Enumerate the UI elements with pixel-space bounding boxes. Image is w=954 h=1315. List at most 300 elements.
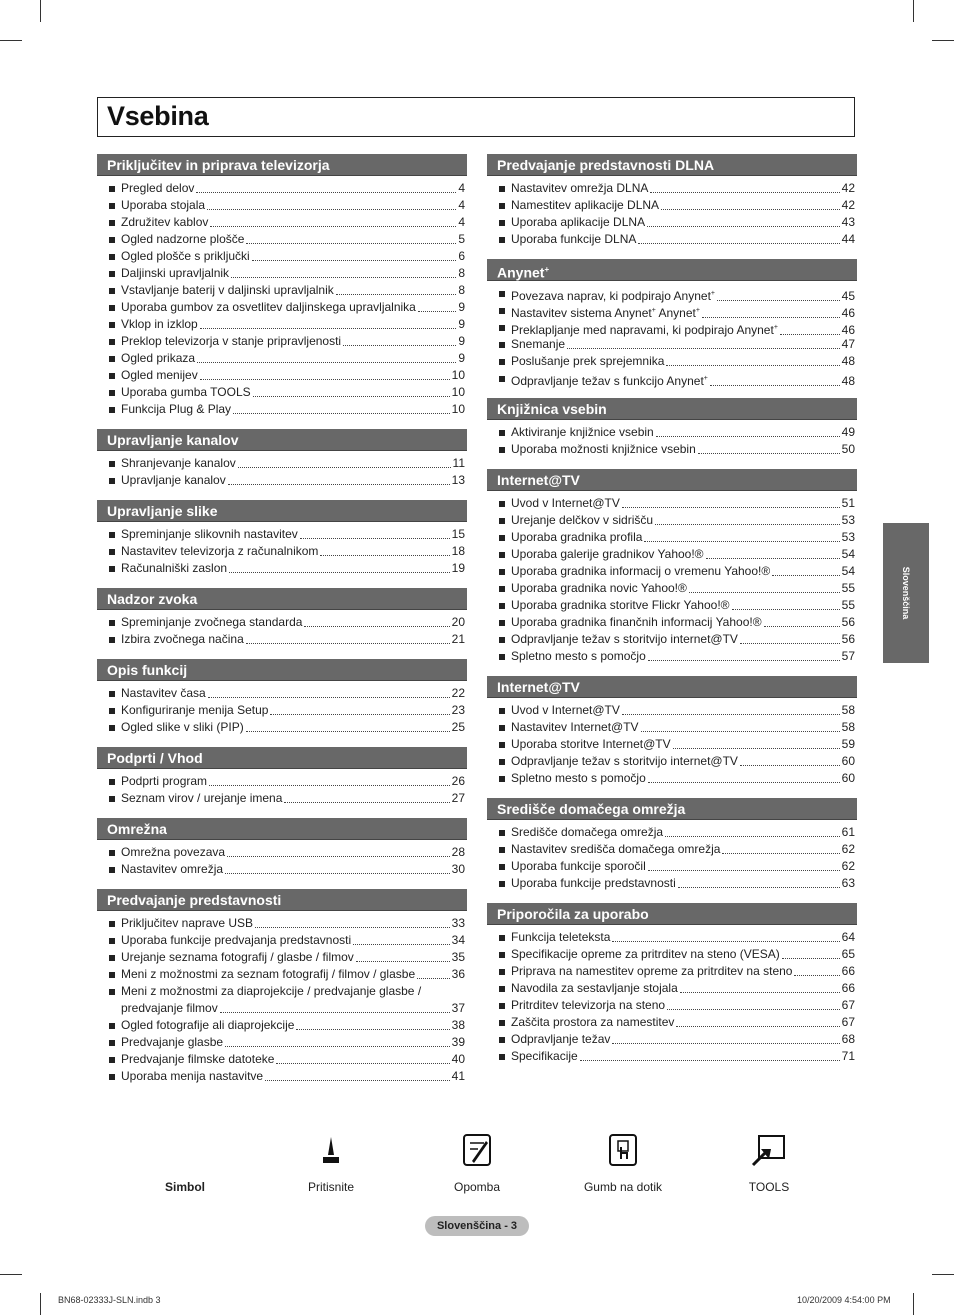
- page-number: 9: [458, 317, 465, 331]
- page-number: 5: [458, 232, 465, 246]
- toc-entry: [97, 773, 467, 790]
- toc-section: [97, 500, 467, 577]
- entry-title: Konfiguriranje menija Setup: [121, 703, 269, 717]
- page-number: 56: [841, 615, 855, 629]
- entry-title: Nastavitev omrežja: [121, 862, 224, 876]
- entry-title: Namestitev aplikacije DLNA: [511, 198, 660, 212]
- page-number: 45: [841, 289, 855, 303]
- toc-entry: [487, 980, 857, 997]
- dot-leader: [567, 348, 840, 349]
- page-number: 48: [841, 354, 855, 368]
- toc-entry: [487, 563, 857, 580]
- entry-title: Ogled prikaza: [121, 351, 196, 365]
- symbol-legend-title: [115, 1130, 255, 1194]
- entry-title: Zaščita prostora za namestitev: [511, 1015, 675, 1029]
- entry-title: Aktiviranje knjižnice vsebin: [511, 425, 654, 439]
- toc-entry: [97, 384, 467, 401]
- dot-leader: [417, 978, 450, 979]
- toc-entry: [97, 180, 467, 197]
- toc-entry: [487, 875, 857, 892]
- page-number: 53: [841, 513, 855, 527]
- page-number: 50: [841, 442, 855, 456]
- toc-entry: [487, 353, 857, 370]
- toc-entry: [487, 858, 857, 875]
- note-icon: [462, 1133, 492, 1167]
- toc-entry: [97, 455, 467, 472]
- dot-leader: [231, 277, 456, 278]
- section-heading: Predvajanje predstavnosti: [97, 889, 467, 911]
- symbol-touch-button: [553, 1130, 693, 1194]
- toc-entry: [487, 512, 857, 529]
- page-number: 57: [841, 649, 855, 663]
- entry-title: Izbira zvočnega načina: [121, 632, 244, 646]
- toc-entry: [97, 949, 467, 966]
- page-number: 21: [451, 632, 465, 646]
- section-heading: Anynet+: [487, 259, 857, 281]
- entry-title: Urejanje delčkov v sidrišču: [511, 513, 654, 527]
- toc-entry: [487, 702, 857, 719]
- toc-entry: [487, 214, 857, 231]
- dot-leader: [343, 345, 456, 346]
- dot-leader: [622, 714, 840, 715]
- toc-entry: [97, 844, 467, 861]
- toc-section: [487, 398, 857, 458]
- entry-title: Daljinski upravljalnik: [121, 266, 230, 280]
- entry-title: Uporaba galerije gradnikov Yahoo!®: [511, 547, 704, 561]
- dot-leader: [680, 992, 840, 993]
- dot-leader: [698, 453, 840, 454]
- toc-entry: [97, 214, 467, 231]
- dot-leader: [265, 1080, 450, 1081]
- dot-leader: [246, 643, 450, 644]
- page-number: 58: [841, 720, 855, 734]
- entry-title: Uporaba menija nastavitve: [121, 1069, 264, 1083]
- entry-title: Uporaba gumba TOOLS: [121, 385, 251, 399]
- page-number: 43: [841, 215, 855, 229]
- page-number: 37: [451, 1001, 465, 1015]
- entry-title: Uporaba gradnika storitve Flickr Yahoo!®: [511, 598, 730, 612]
- toc-entry: [97, 631, 467, 648]
- dot-leader: [320, 555, 449, 556]
- entry-title: Preklop televizorja v stanje pripravljenosti: [121, 334, 342, 348]
- entry-title: Ogled menijev: [121, 368, 198, 382]
- entry-title: Meni z možnostmi za diaprojekcije / predvajanje glasbe /: [121, 984, 422, 998]
- entry-title: Uporaba gradnika novic Yahoo!®: [511, 581, 687, 595]
- dot-leader: [196, 192, 456, 193]
- toc-entry: [487, 180, 857, 197]
- entry-title: Uporaba možnosti knjižnice vsebin: [511, 442, 696, 456]
- page-number: 49: [841, 425, 855, 439]
- page-number: 60: [841, 771, 855, 785]
- dot-leader: [656, 436, 840, 437]
- section-heading: Podprti / Vhod: [97, 747, 467, 769]
- footer-timestamp: 10/20/2009 4:54:00 PM: [797, 1295, 891, 1305]
- entry-title: Uporaba gradnika finančnih informacij Yahoo!®: [511, 615, 762, 629]
- page-number: 40: [451, 1052, 465, 1066]
- entry-title: Nastavitev omrežja DLNA: [511, 181, 649, 195]
- entry-title: Ogled fotografije ali diaprojekcije: [121, 1018, 295, 1032]
- dot-leader: [255, 927, 450, 928]
- page-number: 6: [458, 249, 465, 263]
- entry-title: Urejanje seznama fotografij / glasbe / filmov: [121, 950, 354, 964]
- page-number: 22: [451, 686, 465, 700]
- entry-title: Pritrditev televizorja na steno: [511, 998, 666, 1012]
- page-number: 9: [458, 351, 465, 365]
- entry-title: Navodila za sestavljanje stojala: [511, 981, 678, 995]
- toc-entry: [97, 915, 467, 932]
- crop-mark: [932, 40, 954, 41]
- toc-entry: [487, 963, 857, 980]
- page-number: 27: [451, 791, 465, 805]
- symbol-label: Gumb na dotik: [583, 1180, 663, 1194]
- dot-leader: [296, 1029, 449, 1030]
- toc-entry: [487, 648, 857, 665]
- toc-entry: [487, 841, 857, 858]
- dot-leader: [208, 697, 450, 698]
- page-number: 62: [841, 859, 855, 873]
- dot-leader: [665, 836, 840, 837]
- dot-leader: [644, 541, 839, 542]
- dot-leader: [650, 192, 839, 193]
- page-number: 28: [451, 845, 465, 859]
- symbol-note: [407, 1130, 547, 1194]
- toc-entry: [487, 529, 857, 546]
- entry-title: Odpravljanje težav s storitvijo internet@TV: [511, 632, 738, 646]
- entry-title: Pregled delov: [121, 181, 195, 195]
- toc-entry: [487, 441, 857, 458]
- page-number: 46: [841, 323, 855, 337]
- toc-entry: [97, 367, 467, 384]
- dot-leader: [740, 643, 840, 644]
- dot-leader: [794, 975, 839, 976]
- toc-entry: [97, 861, 467, 878]
- entry-title: Spletno mesto s pomočjo: [511, 771, 646, 785]
- dot-leader: [622, 507, 840, 508]
- toc-entry: [97, 983, 467, 1017]
- page-number: 47: [841, 337, 855, 351]
- toc-entry: [97, 333, 467, 350]
- crop-mark: [40, 0, 41, 22]
- entry-title: Združitev kablov: [121, 215, 209, 229]
- entry-title: Uporaba gradnika informacij o vremenu Yahoo!®: [511, 564, 771, 578]
- toc-entry: [97, 790, 467, 807]
- toc-entry: [487, 546, 857, 563]
- entry-title: Uporaba funkcije predvajanja predstavnosti: [121, 933, 352, 947]
- symbol-label: Simbol: [164, 1180, 205, 1194]
- entry-title: Spreminjanje slikovnih nastavitev: [121, 527, 298, 541]
- toc-entry: [487, 285, 857, 302]
- page-number: 67: [841, 1015, 855, 1029]
- page-number: 42: [841, 198, 855, 212]
- entry-title: Predvajanje filmske datoteke: [121, 1052, 275, 1066]
- dot-leader: [772, 575, 839, 576]
- section-heading: Priključitev in priprava televizorja: [97, 154, 467, 176]
- entry-title: Ogled nadzorne plošče: [121, 232, 245, 246]
- symbol-label: Pritisnite: [307, 1180, 354, 1194]
- page-number: 36: [451, 967, 465, 981]
- toc-section: [97, 747, 467, 807]
- toc-entry: [487, 753, 857, 770]
- dot-leader: [227, 856, 450, 857]
- dot-leader: [200, 328, 457, 329]
- dot-leader: [246, 731, 450, 732]
- toc-entry: [97, 472, 467, 489]
- entry-title: Omrežna povezava: [121, 845, 226, 859]
- entry-title: Nastavitev televizorja z računalnikom: [121, 544, 319, 558]
- dot-leader: [200, 379, 450, 380]
- page-number: 9: [458, 334, 465, 348]
- entry-title: Vstavljanje baterij v daljinski upravljalnik: [121, 283, 334, 297]
- crop-mark: [932, 1274, 954, 1275]
- toc-entry: [97, 350, 467, 367]
- toc-entry: [487, 631, 857, 648]
- page-number: 8: [458, 266, 465, 280]
- toc-entry: [487, 736, 857, 753]
- toc-entry: [487, 319, 857, 336]
- page-number: 55: [841, 581, 855, 595]
- page-number: 33: [451, 916, 465, 930]
- page-number: 25: [451, 720, 465, 734]
- page-number: 64: [841, 930, 855, 944]
- toc-entry: [487, 929, 857, 946]
- page-number: 56: [841, 632, 855, 646]
- page-number: 19: [451, 561, 465, 575]
- page-number: 34: [451, 933, 465, 947]
- page-number: 13: [451, 473, 465, 487]
- toc-entry: [97, 966, 467, 983]
- page-number: 66: [841, 981, 855, 995]
- toc-entry: [487, 824, 857, 841]
- dot-leader: [253, 396, 450, 397]
- page-number-badge: Slovenščina - 3: [425, 1216, 529, 1236]
- toc-entry: [487, 770, 857, 787]
- toc-entry: [487, 302, 857, 319]
- page-number: 35: [451, 950, 465, 964]
- page-number: 4: [458, 198, 465, 212]
- entry-title: Uporaba gumbov za osvetlitev daljinskega upravljalnika: [121, 300, 416, 314]
- dot-leader: [612, 941, 839, 942]
- toc-entry: [487, 336, 857, 353]
- dot-leader: [225, 873, 450, 874]
- toc-entry: [97, 685, 467, 702]
- page-number: 53: [841, 530, 855, 544]
- entry-title: Ogled plošče s priključki: [121, 249, 250, 263]
- toc-entry: [487, 997, 857, 1014]
- dot-leader: [197, 362, 456, 363]
- page-number: 10: [451, 385, 465, 399]
- page-number: 4: [458, 181, 465, 195]
- page-number: 48: [841, 374, 855, 388]
- tools-icon: [751, 1133, 787, 1167]
- dot-leader: [270, 714, 449, 715]
- page-number: 20: [451, 615, 465, 629]
- language-side-tab: [883, 523, 929, 663]
- page-number: 42: [841, 181, 855, 195]
- entry-title: predvajanje filmov: [121, 1001, 218, 1015]
- toc-entry: [97, 702, 467, 719]
- entry-title: Spreminjanje zvočnega standarda: [121, 615, 303, 629]
- toc-entry: [97, 299, 467, 316]
- page-number: 44: [841, 232, 855, 246]
- dot-leader: [661, 209, 840, 210]
- entry-title: Preklapljanje med napravami, ki podpirajo Anynet+: [511, 323, 778, 337]
- toc-entry: [97, 1034, 467, 1051]
- toc-entry: [97, 614, 467, 631]
- dot-leader: [238, 467, 451, 468]
- dot-leader: [225, 1046, 450, 1047]
- entry-title: Odpravljanje težav: [511, 1032, 611, 1046]
- dot-leader: [220, 1012, 450, 1013]
- entry-title: Računalniški zaslon: [121, 561, 228, 575]
- entry-title: Spletno mesto s pomočjo: [511, 649, 646, 663]
- symbol-tools: [699, 1130, 839, 1194]
- entry-title: Predvajanje glasbe: [121, 1035, 224, 1049]
- dot-leader: [667, 1009, 840, 1010]
- dot-leader: [284, 802, 449, 803]
- entry-title: Uporaba aplikacije DLNA: [511, 215, 646, 229]
- toc-entry: [487, 495, 857, 512]
- crop-mark: [0, 40, 22, 41]
- page-number: 46: [841, 306, 855, 320]
- dot-leader: [648, 660, 840, 661]
- page-number: 23: [451, 703, 465, 717]
- dot-leader: [246, 243, 456, 244]
- toc-entry: [487, 1048, 857, 1065]
- page-number: 58: [841, 703, 855, 717]
- toc-entry: [97, 316, 467, 333]
- section-heading: Predvajanje predstavnosti DLNA: [487, 154, 857, 176]
- page-number: 67: [841, 998, 855, 1012]
- entry-title: Odpravljanje težav s funkcijo Anynet+: [511, 374, 708, 388]
- dot-leader: [673, 748, 840, 749]
- entry-title: Specifikacije opreme za pritrditev na steno (VESA): [511, 947, 780, 961]
- page-number: 15: [451, 527, 465, 541]
- entry-title: Ogled slike v sliki (PIP): [121, 720, 244, 734]
- page-number: 8: [458, 283, 465, 297]
- toc-section: [97, 154, 467, 418]
- dot-leader: [780, 334, 840, 335]
- toc-entry: [97, 719, 467, 736]
- dot-leader: [648, 782, 840, 783]
- page-number: 60: [841, 754, 855, 768]
- symbol-label: TOOLS: [748, 1180, 790, 1194]
- dot-leader: [676, 1026, 839, 1027]
- section-heading: Knjižnica vsebin: [487, 398, 857, 420]
- entry-title: Priprava na namestitev opreme za pritrditev na steno: [511, 964, 793, 978]
- entry-title: Funkcija teleteksta: [511, 930, 611, 944]
- title-box: [97, 97, 855, 137]
- toc-entry: [97, 543, 467, 560]
- page-number: 4: [458, 215, 465, 229]
- dot-leader: [647, 226, 840, 227]
- section-heading: Upravljanje slike: [97, 500, 467, 522]
- page-number: 65: [841, 947, 855, 961]
- toc-left-column: [97, 154, 467, 1096]
- entry-title: Uporaba funkcije sporočil: [511, 859, 646, 873]
- entry-title: Uporaba gradnika profila: [511, 530, 643, 544]
- page-number: 30: [451, 862, 465, 876]
- section-heading: Internet@TV: [487, 676, 857, 698]
- toc-entry: [487, 424, 857, 441]
- page-number: 66: [841, 964, 855, 978]
- dot-leader: [782, 958, 840, 959]
- entry-title: Upravljanje kanalov: [121, 473, 226, 487]
- page-number: 10: [451, 402, 465, 416]
- dot-leader: [336, 294, 457, 295]
- dot-leader: [353, 944, 450, 945]
- toc-entry: [487, 197, 857, 214]
- entry-title: Uvod v Internet@TV: [511, 496, 620, 510]
- toc-entry: [97, 1068, 467, 1085]
- dot-leader: [740, 765, 840, 766]
- touch-button-icon: [608, 1133, 638, 1167]
- page-number: 38: [451, 1018, 465, 1032]
- toc-entry: [97, 197, 467, 214]
- dot-leader: [706, 558, 840, 559]
- toc-entry: [487, 946, 857, 963]
- entry-title: Nastavitev Internet@TV: [511, 720, 639, 734]
- dot-leader: [717, 300, 840, 301]
- dot-leader: [209, 785, 450, 786]
- dot-leader: [612, 1043, 839, 1044]
- page-number: 51: [841, 496, 855, 510]
- section-heading: Internet@TV: [487, 469, 857, 491]
- toc-entry: [97, 231, 467, 248]
- dot-leader: [678, 887, 840, 888]
- toc-entry: [97, 265, 467, 282]
- toc-entry: [97, 560, 467, 577]
- page-number: 54: [841, 564, 855, 578]
- page-number: 63: [841, 876, 855, 890]
- crop-mark: [913, 0, 914, 22]
- entry-title: Funkcija Plug & Play: [121, 402, 232, 416]
- entry-title: Uporaba stojala: [121, 198, 206, 212]
- toc-entry: [97, 1017, 467, 1034]
- page-number: 55: [841, 598, 855, 612]
- page-number: 18: [451, 544, 465, 558]
- page-number: 26: [451, 774, 465, 788]
- entry-title: Specifikacije: [511, 1049, 578, 1063]
- toc-right-column: [487, 154, 857, 1076]
- entry-title: Nastavitev časa: [121, 686, 206, 700]
- dot-leader: [722, 853, 839, 854]
- entry-title: Seznam virov / urejanje imena: [121, 791, 283, 805]
- entry-title: Uporaba storitve Internet@TV: [511, 737, 671, 751]
- dot-leader: [276, 1063, 449, 1064]
- toc-entry: [487, 1031, 857, 1048]
- page-number: 54: [841, 547, 855, 561]
- page-number: 62: [841, 842, 855, 856]
- toc-section: [487, 903, 857, 1065]
- section-heading: Opis funkcij: [97, 659, 467, 681]
- section-heading: Upravljanje kanalov: [97, 429, 467, 451]
- page-number: 9: [458, 300, 465, 314]
- page-title: Vsebina: [107, 101, 209, 131]
- page-number: 61: [841, 825, 855, 839]
- dot-leader: [666, 365, 839, 366]
- page-number: 39: [451, 1035, 465, 1049]
- page-number: 41: [451, 1069, 465, 1083]
- section-heading: Nadzor zvoka: [97, 588, 467, 610]
- toc-entry: [97, 401, 467, 418]
- dot-leader: [648, 870, 840, 871]
- dot-leader: [356, 961, 450, 962]
- entry-title: Uporaba funkcije predstavnosti: [511, 876, 676, 890]
- dot-leader: [689, 592, 840, 593]
- entry-title: Povezava naprav, ki podpirajo Anynet+: [511, 289, 715, 303]
- page-number: 71: [841, 1049, 855, 1063]
- side-tab-label: Slovenščina: [901, 566, 911, 620]
